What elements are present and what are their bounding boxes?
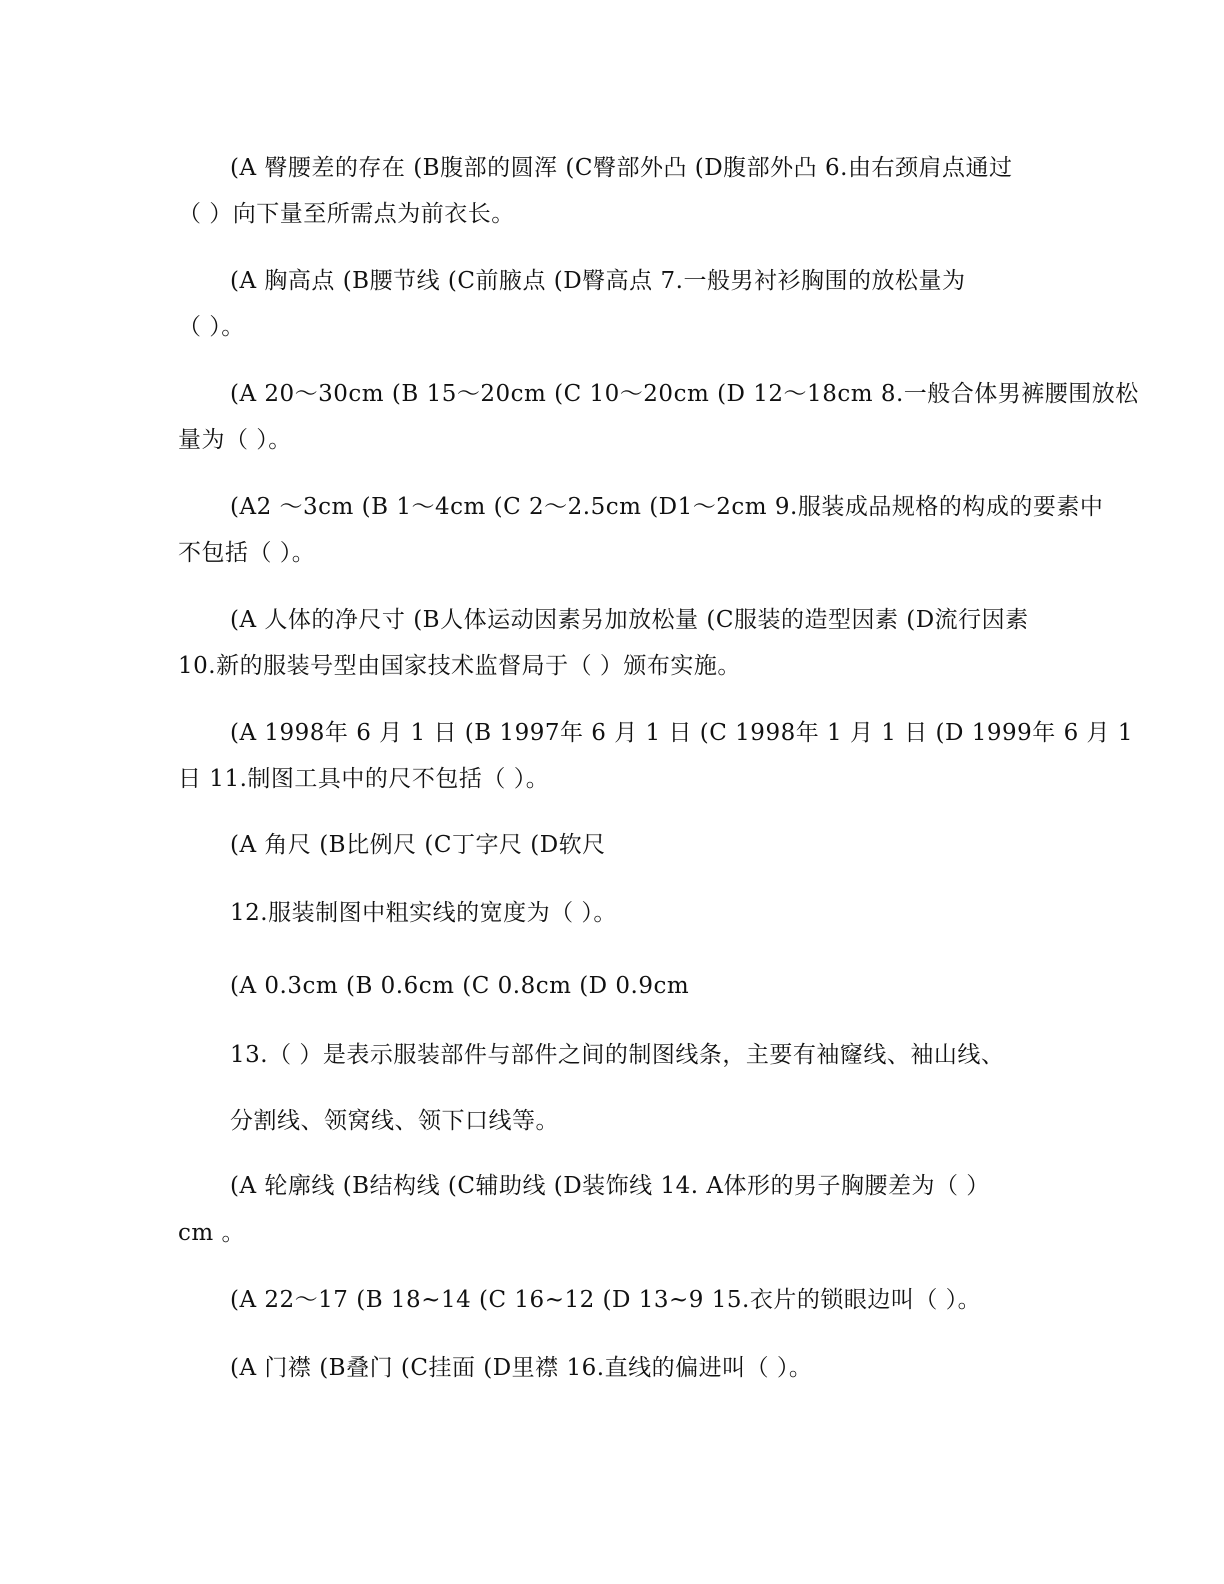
text-line-14: 12.服装制图中粗实线的宽度为（ ）。 (230, 900, 617, 926)
text-line-19: cm 。 (178, 1220, 246, 1246)
text-line-16: 13.（ ）是表示服装部件与部件之间的制图线条，主要有袖窿线、袖山线、 (230, 1042, 1005, 1068)
text-line-13: (A 角尺 (B比例尺 (C丁字尺 (D软尺 (230, 832, 606, 858)
text-line-4: （ ）。 (178, 314, 245, 340)
text-line-17: 分割线、领窝线、领下口线等。 (230, 1108, 559, 1134)
text-line-21: (A 门襟 (B叠门 (C挂面 (D里襟 16.直线的偏进叫（ ）。 (230, 1355, 813, 1381)
text-line-3: (A 胸高点 (B腰节线 (C前腋点 (D臀高点 7.一般男衬衫胸围的放松量为 (230, 268, 966, 294)
text-line-5: (A 20～30cm (B 15～20cm (C 10～20cm (D 12～18cm 8.一般合体男裤腰围放松 (230, 381, 1139, 407)
text-line-1: (A 臀腰差的存在 (B腹部的圆浑 (C臀部外凸 (D腹部外凸 6.由右颈肩点通过 (230, 155, 1013, 181)
text-line-7: (A2 ～3cm (B 1～4cm (C 2～2.5cm (D1～2cm 9.服装成品规格的构成的要素中 (230, 494, 1104, 520)
text-line-10: 10.新的服装号型由国家技术监督局于（ ）颁布实施。 (178, 653, 741, 679)
text-line-8: 不包括（ ）。 (178, 540, 316, 566)
text-line-2: （ ）向下量至所需点为前衣长。 (178, 201, 515, 227)
text-line-18: (A 轮廓线 (B结构线 (C辅助线 (D装饰线 14. A体形的男子胸腰差为（ ） (230, 1173, 990, 1199)
text-line-15: (A 0.3cm (B 0.6cm (C 0.8cm (D 0.9cm (230, 973, 690, 999)
text-line-20: (A 22～17 (B 18~14 (C 16~12 (D 13~9 15.衣片的锁眼边叫（ ）。 (230, 1287, 982, 1313)
text-line-9: (A 人体的净尺寸 (B人体运动因素另加放松量 (C服装的造型因素 (D流行因素 (230, 607, 1029, 633)
text-line-11: (A 1998年 6 月 1 日 (B 1997年 6 月 1 日 (C 1998年 1 月 1 日 (D 1999年 6 月 1 (230, 720, 1133, 746)
text-line-6: 量为（ ）。 (178, 427, 292, 453)
text-line-12: 日 11.制图工具中的尺不包括（ ）。 (178, 766, 550, 792)
